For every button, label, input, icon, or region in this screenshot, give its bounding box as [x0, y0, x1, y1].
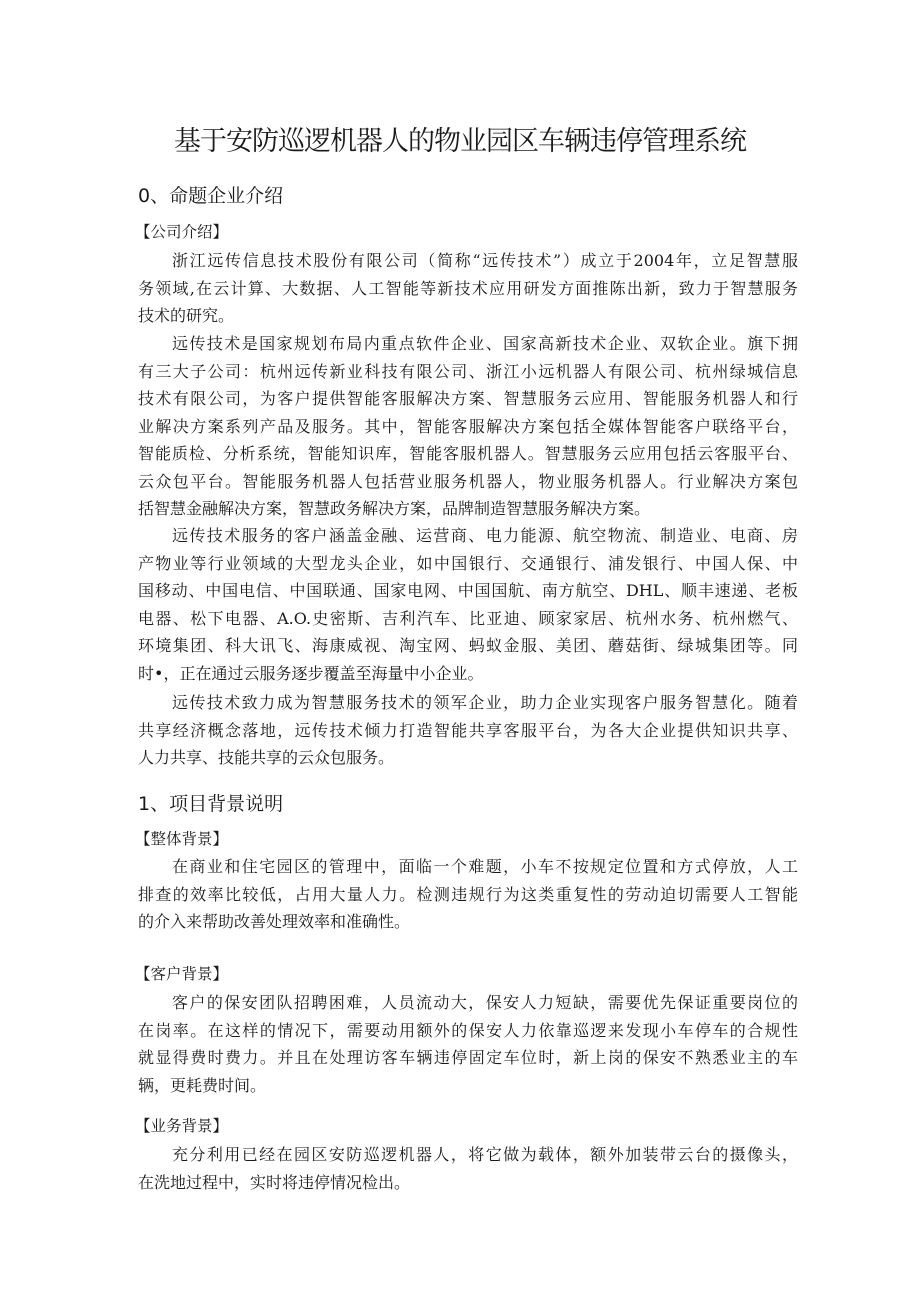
text-line: 远传技术致力成为智慧服务技术的领军企业，助力企业实现客户服务智慧化。随着: [172, 693, 798, 712]
paragraph-company-4: [138, 689, 798, 772]
section-heading-project-background: 1、项目背景说明: [138, 793, 284, 815]
paragraph-company-2: [138, 330, 798, 523]
subsection-label-business: 【业务背景】: [135, 1117, 229, 1135]
text-line: 云众包平台。智能服务机器人包括营业服务机器人，物业服务机器人。行业解决方案包: [138, 471, 798, 491]
text-line: 环境集团、科大讯飞、海康威视、淘宝网、蚂蚁金服、美团、蘑菇街、绿城集团等。同: [138, 636, 798, 655]
text-line: 远传技术服务的客户涵盖金融、运营商、电力能源、航空物流、制造业、电商、房: [172, 526, 798, 545]
text-line: 括智慧金融解决方案，智慧政务解决方案，品牌制造智慧服务解决方案。: [138, 499, 651, 518]
paragraph-company-3: [138, 522, 798, 687]
text-line: 业解决方案系列产品及服务。其中，智能客服解决方案包括全媒体智能客户联络平台，: [138, 416, 798, 436]
paragraph-company-1: [138, 247, 798, 330]
text-line: 电器、松下电器、A.O.史密斯、吉利汽车、比亚迪、顾家家居、杭州水务、杭州燃气、: [138, 608, 798, 628]
text-line: 远传技术是国家规划布局内重点软件企业、国家高新技术企业、双软企业。旗下拥: [172, 334, 798, 353]
text-line: 就显得费时费力。并且在处理访客车辆违停固定车位时，新上岗的保安不熟悉业主的车: [138, 1048, 798, 1067]
subsection-label-company: 【公司介绍】: [135, 223, 229, 241]
text-line: 排查的效率比较低，占用大量人力。检测违规行为这类重复性的劳动迫切需要人工智能: [138, 884, 798, 904]
text-line: 在商业和住宅园区的管理中，面临一个难题，小车不按规定位置和方式停放，人工: [172, 857, 798, 876]
text-line: 充分利用已经在园区安防巡逻机器人，将它做为载体，额外加装带云台的摄像头，: [172, 1145, 798, 1164]
text-line: 技术的研究。: [138, 306, 235, 325]
text-line: 人力共享、技能共享的云众包服务。: [138, 748, 395, 767]
text-line: 国移动、中国电信、中国联通、国家电网、中国国航、南方航空、DHL、顺丰速递、老板: [138, 581, 798, 600]
text-line: 辆，更耗费时间。: [138, 1075, 267, 1095]
text-line: 时•，正在通过云服务逐步覆盖至海量中小企业。: [138, 663, 484, 683]
text-line: 产物业等行业领域的大型龙头企业，如中国银行、交通银行、浦发银行、中国人保、中: [138, 553, 798, 573]
text-line: 智能质检、分析系统，智能知识库，智能客服机器人。智慧服务云应用包括云客服平台、: [138, 444, 798, 463]
text-line: 共享经济概念落地，远传技术倾力打造智能共享客服平台，为各大企业提供知识共享、: [138, 720, 798, 740]
text-line: 务领域,在云计算、大数据、人工智能等新技术应用研发方面推陈出新，致力于智慧服务: [138, 278, 798, 298]
paragraph-customer: [138, 989, 798, 1099]
text-line: 的介入来帮助改善处理效率和准确性。: [138, 912, 411, 931]
text-line: 在洗地过程中，实时将违停情况检出。: [138, 1172, 411, 1192]
text-line: 技术有限公司，为客户提供智能客服解决方案、智慧服务云应用、智能服务机器人和行: [138, 389, 798, 408]
paragraph-overall: [138, 853, 798, 936]
subsection-label-overall: 【整体背景】: [135, 830, 229, 848]
text-line: 在岗率。在这样的情况下，需要动用额外的保安人力依靠巡逻来发现小车停车的合规性: [138, 1020, 798, 1040]
text-line: 有三大子公司：杭州远传新业科技有限公司、浙江小远机器人有限公司、杭州绿城信息: [138, 361, 798, 381]
text-line: 客户的保安团队招聘困难，人员流动大，保安人力短缺，需要优先保证重要岗位的: [172, 993, 798, 1012]
document-title: 基于安防巡逻机器人的物业园区车辆违停管理系统: [174, 126, 746, 157]
paragraph-business: [138, 1141, 798, 1196]
subsection-label-customer: 【客户背景】: [135, 965, 229, 983]
text-line: 浙江远传信息技术股份有限公司（简称“远传技术”）成立于2004年，立足智慧服: [172, 251, 798, 270]
section-heading-company-intro: 0、命题企业介绍: [138, 185, 284, 207]
